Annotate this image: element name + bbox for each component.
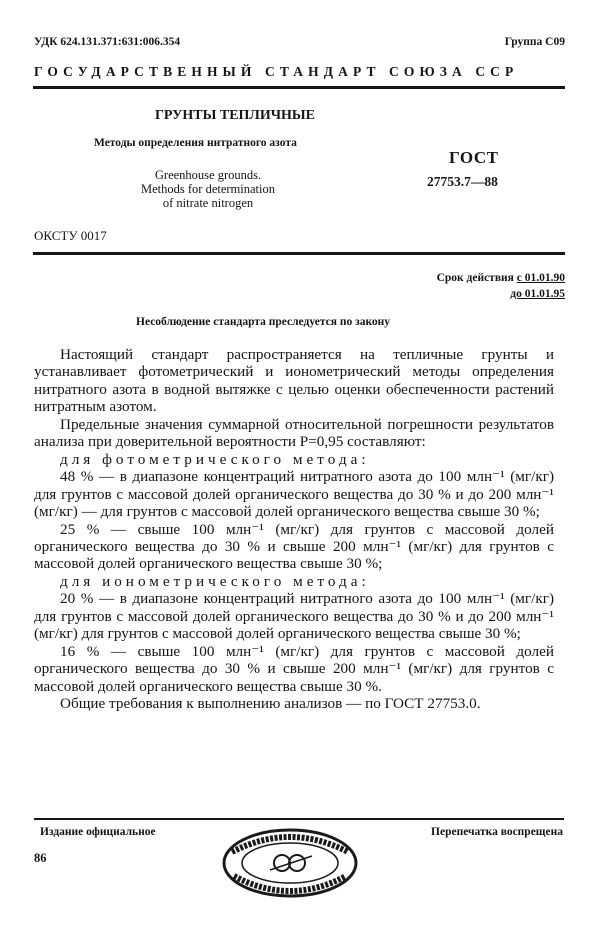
english-title-line: of nitrate nitrogen [162, 196, 254, 210]
body-paragraph: Настоящий стандарт распространяется на тепличные грунты и устанавливает фотометрический и ионометрический методы определения нитратного азота в водной вытяжке с целью оценки обеспеченности растений нитратным азотом. [34, 346, 554, 416]
udk-code: УДК 624.131.371:631:006.354 [34, 36, 181, 48]
method-heading: для ионометрического метода: [60, 572, 370, 590]
title-block-rule [33, 252, 565, 255]
validity-block [437, 270, 565, 302]
gost-label: ГОСТ [449, 148, 499, 167]
library-stamp [220, 826, 360, 900]
gost-number: 27753.7—88 [427, 174, 498, 189]
body-paragraph: 16 % — свыше 100 млн⁻¹ (мг/кг) для грунтов с массовой долей органического вещества до 30 % и свыше 200 млн⁻¹ (мг/кг) для грунтов с массовой долей органического вещества свыше 30 %. [34, 642, 554, 695]
edition-note: Издание официальное [40, 826, 156, 838]
body-paragraph: 25 % — свыше 100 млн⁻¹ (мг/кг) для грунтов с массовой долей органического вещества до 30 % и свыше 200 млн⁻¹ (мг/кг) для грунтов с массовой долей органического вещества свыше 30 %; [34, 520, 554, 573]
method-heading: для фотометрического метода: [60, 450, 370, 468]
document-title: ГРУНТЫ ТЕПЛИЧНЫЕ [155, 108, 315, 123]
group-code: Группа С09 [504, 36, 565, 48]
validity-label: Срок действия [436, 272, 514, 284]
page-number: 86 [34, 851, 47, 865]
body-paragraph: Предельные значения суммарной относительной погрешности результатов анализа при доверительной вероятности P=0,95 составляют: [34, 415, 554, 451]
body-paragraph: 48 % — в диапазоне концентраций нитратного азота до 100 млн⁻¹ (мг/кг) для грунтов с массовой долей органического вещества до 30 % и до 200 млн⁻¹ (мг/кг) — для грунтов с массовой долей органического вещества свыше 30 %; [34, 468, 554, 521]
body-paragraph: 20 % — в диапазоне концентраций нитратного азота до 100 млн⁻¹ (мг/кг) для грунтов с массовой долей органического вещества до 30 % и до 200 млн⁻¹ (мг/кг) для грунтов с массовой долей органического вещества свыше 30 %; [34, 590, 554, 643]
english-title-line: Greenhouse grounds. [154, 168, 262, 182]
standard-banner: ГОСУДАРСТВЕННЫЙ СТАНДАРТ СОЮЗА ССР [34, 64, 519, 79]
body-text [34, 346, 554, 713]
okstu-code: ОКСТУ 0017 [34, 228, 107, 243]
footer-rule [34, 818, 564, 820]
validity-from: с 01.01.90 [516, 272, 565, 284]
body-paragraph: Общие требования к выполнению анализов — по ГОСТ 27753.0. [60, 695, 481, 713]
english-title-line: Methods for determination [141, 182, 275, 196]
english-title [120, 168, 296, 210]
reprint-note: Перепечатка воспрещена [431, 826, 563, 838]
document-subtitle: Методы определения нитратного азота [94, 137, 297, 149]
header-rule [33, 86, 565, 89]
validity-to: до 01.01.95 [510, 288, 565, 300]
law-notice: Несоблюдение стандарта преследуется по закону [136, 316, 391, 328]
